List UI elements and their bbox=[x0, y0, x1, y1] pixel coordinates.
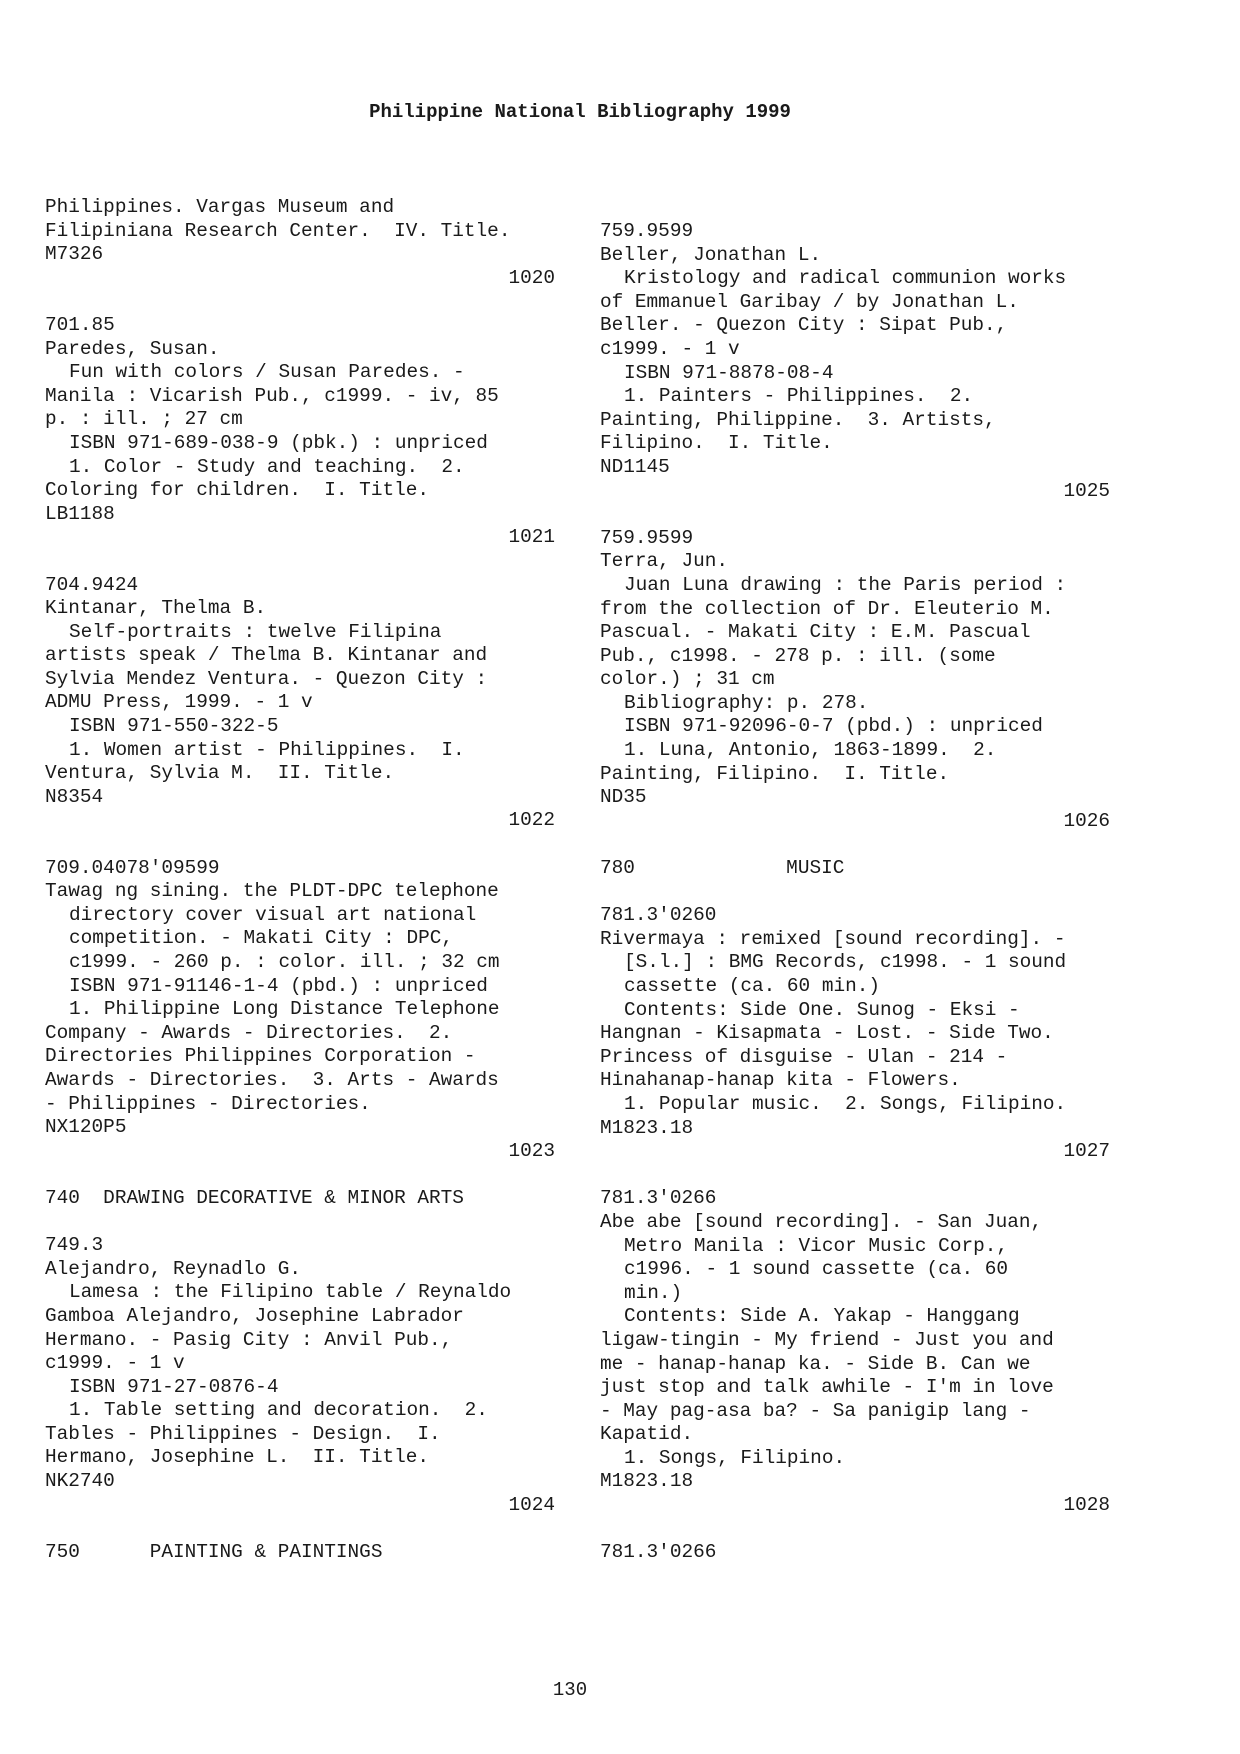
entry-number: 1024 bbox=[508, 1493, 555, 1516]
section-heading: 780 MUSIC bbox=[600, 857, 845, 880]
entry-line: cassette (ca. 60 min.) bbox=[624, 975, 880, 997]
entry-line: ISBN 971-689-038-9 (pbk.) : unpriced bbox=[69, 431, 488, 454]
entry-line: Philippines. Vargas Museum and bbox=[45, 196, 395, 218]
entry-line: Directories Philippines Corporation - bbox=[45, 1045, 476, 1068]
entry-line: ligaw-tingin - My friend - Just you and bbox=[600, 1328, 1054, 1351]
entry-line: Sylvia Mendez Ventura. - Quezon City : bbox=[45, 667, 488, 690]
entry-line: 749.3 bbox=[45, 1234, 104, 1257]
catalog-entry bbox=[600, 220, 1110, 503]
entry-number: 1021 bbox=[508, 526, 555, 549]
blank-line bbox=[45, 1517, 555, 1541]
entry-number: 1023 bbox=[508, 1139, 555, 1162]
blank-line bbox=[45, 833, 555, 857]
entry-line: Kapatid. bbox=[600, 1423, 694, 1446]
entry-line: 759.9599 bbox=[600, 526, 694, 549]
entry-line: Lamesa : the Filipino table / Reynaldo bbox=[69, 1281, 512, 1304]
entry-line: Gamboa Alejandro, Josephine Labrador bbox=[45, 1304, 464, 1327]
entry-line: Hermano, Josephine L. II. Title. bbox=[45, 1446, 429, 1469]
section-heading: 750 PAINTING & PAINTINGS bbox=[45, 1540, 383, 1563]
entry-line: LB1188 bbox=[45, 502, 115, 525]
entry-line: Filipino. I. Title. bbox=[600, 432, 833, 455]
entry-line: color.) ; 31 cm bbox=[600, 668, 775, 691]
catalog-entry bbox=[45, 857, 555, 1164]
entry-line: Pub., c1998. - 278 p. : ill. (some bbox=[600, 644, 996, 667]
entry-line: competition. - Makati City : DPC, bbox=[69, 927, 453, 950]
entry-line: ISBN 971-27-0876-4 bbox=[69, 1375, 279, 1398]
entry-line: M1823.18 bbox=[600, 1116, 694, 1139]
catalog-entry bbox=[600, 904, 1110, 1164]
blank-line bbox=[600, 833, 1110, 857]
left-column bbox=[45, 196, 555, 1564]
entry-line: Kristology and radical communion works bbox=[624, 267, 1067, 290]
entry-line: Pascual. - Makati City : E.M. Pascual bbox=[600, 621, 1031, 644]
entry-line: Tables - Philippines - Design. I. bbox=[45, 1422, 441, 1445]
entry-line: Juan Luna drawing : the Paris period : bbox=[624, 573, 1067, 596]
entry-line: p. : ill. ; 27 cm bbox=[45, 408, 243, 431]
entry-line: Manila : Vicarish Pub., c1999. - iv, 85 bbox=[45, 384, 499, 407]
entry-line: 781.3'0260 bbox=[600, 904, 717, 927]
entry-line: ISBN 971-8878-08-4 bbox=[624, 361, 834, 384]
catalog-entry bbox=[45, 196, 555, 290]
entry-number: 1022 bbox=[508, 809, 555, 832]
entry-line: Bibliography: p. 278. bbox=[624, 691, 869, 714]
entry-line: ND1145 bbox=[600, 455, 670, 478]
page-title: Philippine National Bibliography 1999 bbox=[369, 101, 791, 123]
blank-line bbox=[600, 1164, 1110, 1188]
entry-line: 709.04078'09599 bbox=[45, 856, 220, 879]
blank-line bbox=[45, 1211, 555, 1235]
entry-line: M1823.18 bbox=[600, 1470, 694, 1493]
entry-line: [S.l.] : BMG Records, c1998. - 1 sound bbox=[624, 951, 1067, 974]
entry-line: Beller, Jonathan L. bbox=[600, 243, 822, 266]
entry-line: 1. Popular music. 2. Songs, Filipino. bbox=[624, 1092, 1067, 1115]
entry-line: Abe abe [sound recording]. - San Juan, bbox=[600, 1210, 1043, 1233]
entry-line: c1999. - 260 p. : color. ill. ; 32 cm bbox=[69, 951, 500, 973]
entry-line: c1999. - 1 v bbox=[600, 337, 740, 360]
entry-line: M7326 bbox=[45, 243, 104, 266]
entry-line: Kintanar, Thelma B. bbox=[45, 597, 267, 620]
entry-number: 1025 bbox=[1063, 479, 1110, 502]
blank-line bbox=[45, 1163, 555, 1187]
blank-line bbox=[45, 290, 555, 314]
entry-line: artists speak / Thelma B. Kintanar and bbox=[45, 644, 488, 667]
entry-line: - May pag-asa ba? - Sa panigip lang - bbox=[600, 1399, 1031, 1422]
catalog-entry bbox=[45, 314, 555, 550]
entry-line: Metro Manila : Vicor Music Corp., bbox=[624, 1234, 1008, 1257]
entry-line: - Philippines - Directories. bbox=[45, 1092, 371, 1115]
entry-line: Coloring for children. I. Title. bbox=[45, 479, 429, 502]
entry-line: 1. Table setting and decoration. 2. bbox=[69, 1399, 488, 1422]
entry-line: of Emmanuel Garibay / by Jonathan L. bbox=[600, 290, 1019, 313]
entry-line: N8354 bbox=[45, 785, 104, 808]
entry-line: Alejandro, Reynadlo G. bbox=[45, 1257, 301, 1280]
entry-line: Paredes, Susan. bbox=[45, 337, 220, 360]
entry-line: 781.3'0266 bbox=[600, 1187, 717, 1210]
entry-line: 1. Philippine Long Distance Telephone bbox=[69, 998, 500, 1021]
entry-line: Filipiniana Research Center. IV. Title. bbox=[45, 219, 511, 242]
entry-line: NX120P5 bbox=[45, 1116, 127, 1139]
entry-line: 704.9424 bbox=[45, 573, 139, 596]
entry-line: Painting, Philippine. 3. Artists, bbox=[600, 408, 996, 431]
catalog-entry bbox=[600, 1187, 1110, 1517]
page-number: 130 bbox=[552, 1679, 588, 1701]
entry-number: 1026 bbox=[1063, 809, 1110, 832]
entry-line: c1999. - 1 v bbox=[45, 1352, 185, 1375]
entry-line: Contents: Side One. Sunog - Eksi - bbox=[624, 998, 1020, 1021]
entry-line: Princess of disguise - Ulan - 214 - bbox=[600, 1045, 1008, 1068]
entry-line: Ventura, Sylvia M. II. Title. bbox=[45, 762, 395, 785]
entry-number: 1028 bbox=[1063, 1494, 1110, 1517]
entry-line: Beller. - Quezon City : Sipat Pub., bbox=[600, 314, 1008, 337]
blank-line bbox=[600, 881, 1110, 905]
entry-line: ISBN 971-92096-0-7 (pbd.) : unpriced bbox=[624, 715, 1043, 738]
catalog-entry bbox=[45, 1234, 555, 1517]
catalog-entry bbox=[45, 574, 555, 834]
right-column bbox=[600, 220, 1110, 1565]
entry-line: me - hanap-hanap ka. - Side B. Can we bbox=[600, 1352, 1031, 1375]
entry-line: Hangnan - Kisapmata - Lost. - Side Two. bbox=[600, 1022, 1054, 1045]
entry-line: ISBN 971-91146-1-4 (pbd.) : unpriced bbox=[69, 974, 488, 997]
entry-line: min.) bbox=[624, 1281, 683, 1304]
entry-line: Hermano. - Pasig City : Anvil Pub., bbox=[45, 1328, 453, 1351]
entry-line: 1. Painters - Philippines. 2. bbox=[624, 385, 974, 408]
entry-line: just stop and talk awhile - I'm in love bbox=[600, 1376, 1054, 1399]
entry-line: NK2740 bbox=[45, 1470, 115, 1493]
entry-line: 1. Color - Study and teaching. 2. bbox=[69, 455, 465, 478]
entry-line: Contents: Side A. Yakap - Hanggang bbox=[624, 1305, 1020, 1328]
catalog-entry bbox=[600, 527, 1110, 834]
entry-number: 1027 bbox=[1063, 1140, 1110, 1163]
entry-line: from the collection of Dr. Eleuterio M. bbox=[600, 597, 1054, 620]
blank-line bbox=[600, 503, 1110, 527]
entry-line: 1. Songs, Filipino. bbox=[624, 1446, 846, 1469]
entry-line: 1. Luna, Antonio, 1863-1899. 2. bbox=[624, 739, 997, 762]
entry-line: Fun with colors / Susan Paredes. - bbox=[69, 361, 465, 384]
entry-line: c1996. - 1 sound cassette (ca. 60 bbox=[624, 1258, 1008, 1281]
blank-line bbox=[600, 1518, 1110, 1542]
section-heading: 740 DRAWING DECORATIVE & MINOR ARTS bbox=[45, 1186, 464, 1209]
entry-line: Self-portraits : twelve Filipina bbox=[69, 620, 442, 643]
entry-line: Rivermaya : remixed [sound recording]. - bbox=[600, 927, 1066, 950]
entry-line: Awards - Directories. 3. Arts - Awards bbox=[45, 1068, 499, 1091]
entry-line: ND35 bbox=[600, 786, 647, 809]
entry-line: Hinahanap-hanap kita - Flowers. bbox=[600, 1069, 961, 1092]
entry-line: ADMU Press, 1999. - 1 v bbox=[45, 691, 313, 714]
entry-line: directory cover visual art national bbox=[69, 903, 477, 926]
entry-line: Painting, Filipino. I. Title. bbox=[600, 762, 950, 785]
entry-line: Company - Awards - Directories. 2. bbox=[45, 1021, 453, 1044]
blank-line bbox=[45, 550, 555, 574]
entry-line: Terra, Jun. bbox=[600, 550, 728, 573]
section-heading: 781.3'0266 bbox=[600, 1541, 717, 1564]
entry-line: ISBN 971-550-322-5 bbox=[69, 715, 279, 738]
entry-line: 1. Women artist - Philippines. I. bbox=[69, 738, 465, 761]
entry-line: 759.9599 bbox=[600, 220, 694, 242]
entry-line: Tawag ng sining. the PLDT-DPC telephone bbox=[45, 880, 499, 903]
entry-number: 1020 bbox=[508, 266, 555, 289]
entry-line: 701.85 bbox=[45, 313, 115, 336]
